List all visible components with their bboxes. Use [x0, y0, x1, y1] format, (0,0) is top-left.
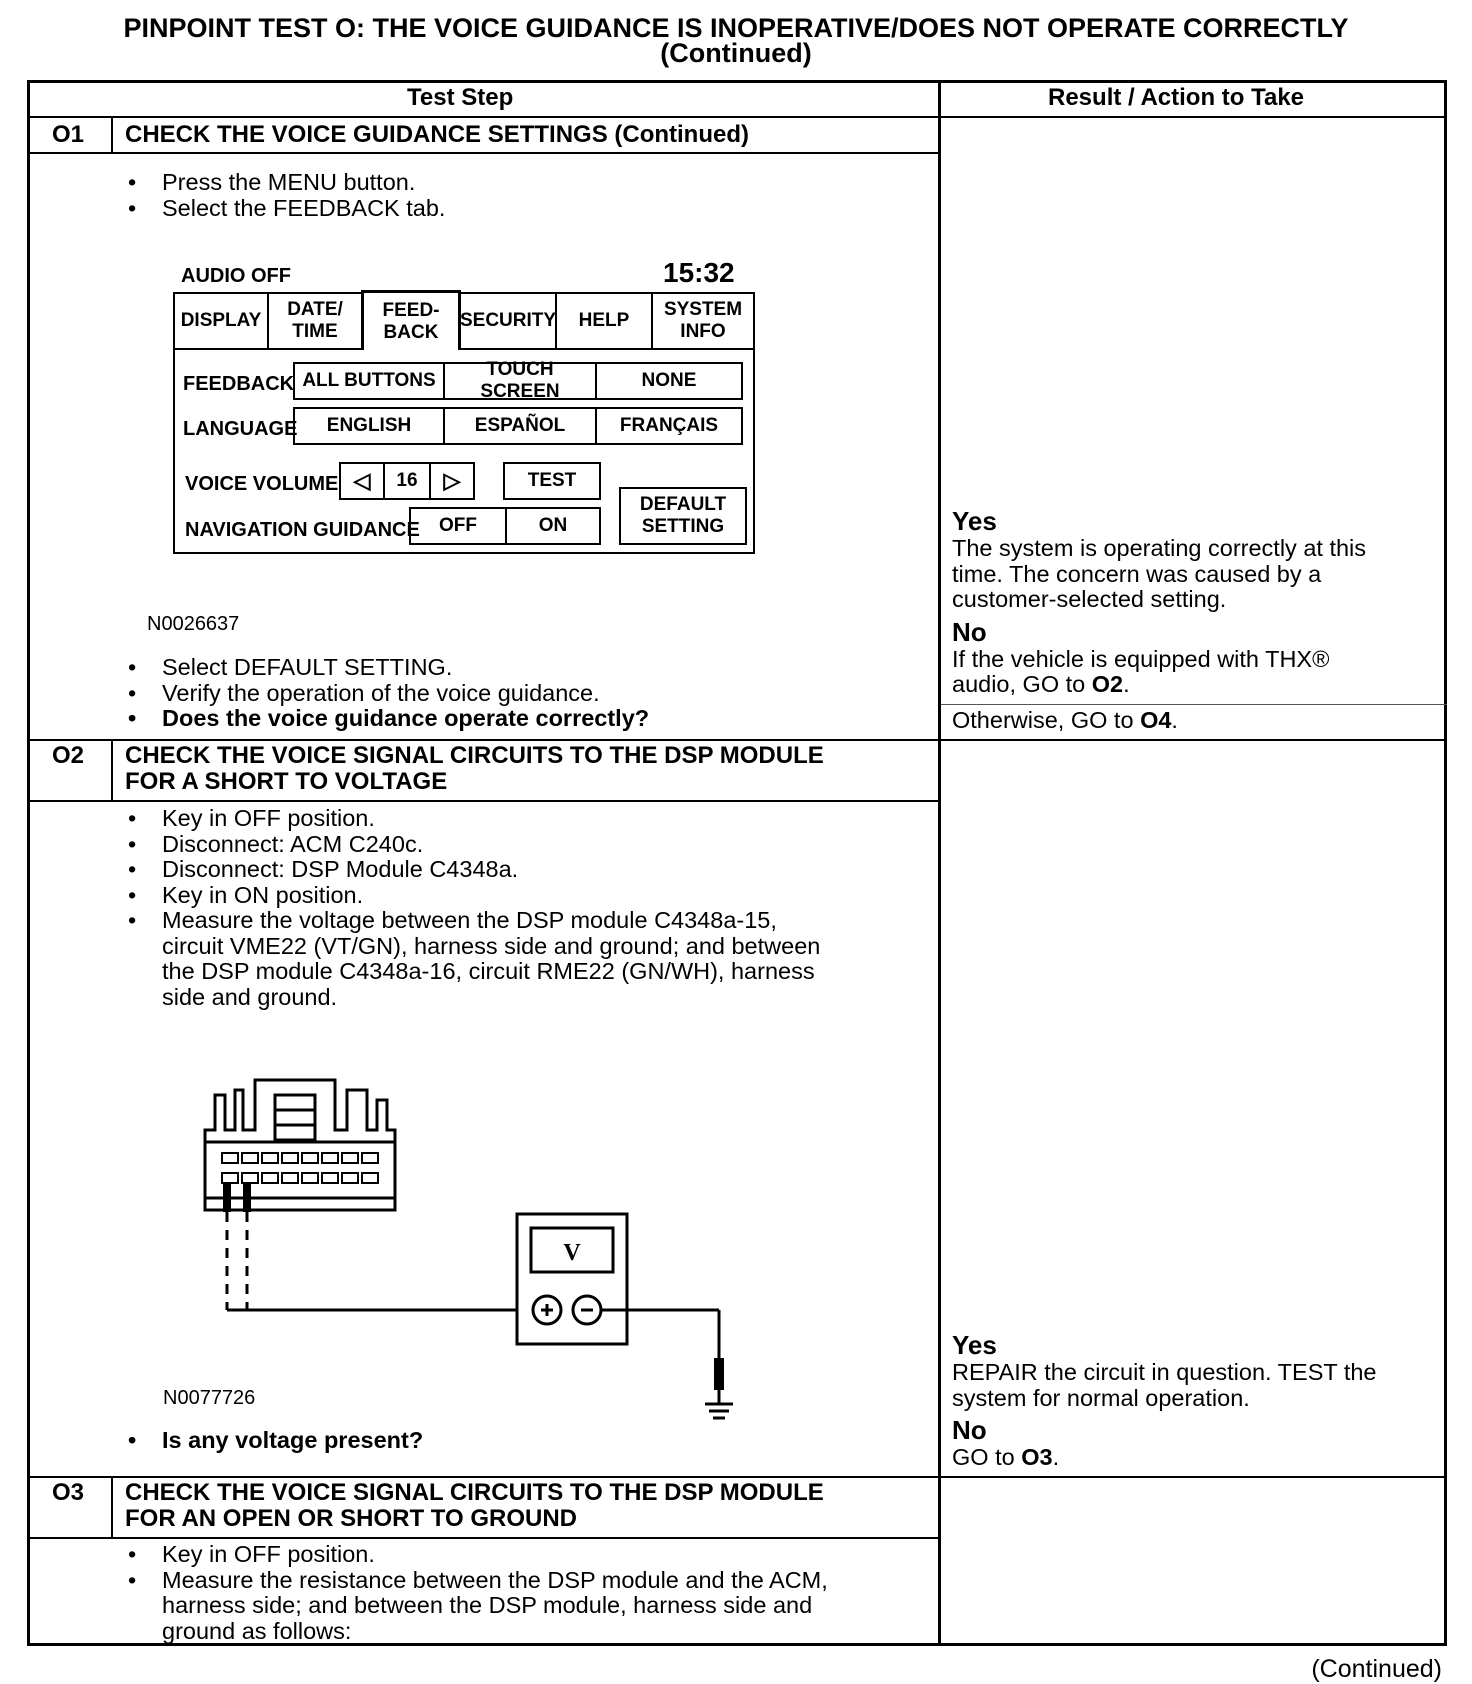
- list-item: • Measure the resistance between the DSP module and the ACM, harness side; and between the DSP module, harness side and ground as follows:: [124, 1568, 828, 1645]
- audio-status: AUDIO OFF: [181, 265, 291, 287]
- voltmeter: [517, 1214, 627, 1344]
- list-item: • Key in OFF position.: [124, 806, 820, 832]
- volume-value: 16: [383, 462, 431, 500]
- o1-yes-label: Yes: [952, 506, 997, 536]
- francais-option: FRANÇAIS: [595, 407, 743, 445]
- list-item: • Does the voice guidance operate correctly?: [124, 706, 649, 732]
- o2-goto-o3: O3: [1021, 1444, 1053, 1470]
- o3-instructions: [124, 1542, 828, 1644]
- o1-result: [952, 506, 1366, 698]
- o1-no-line: audio, GO to O2.: [952, 671, 1130, 697]
- o2-yes-line: REPAIR the circuit in question. TEST the: [952, 1359, 1377, 1385]
- tab-display: DISPLAY: [173, 292, 269, 350]
- nav-off-option: OFF: [409, 507, 507, 545]
- o1-yes-line: customer-selected setting.: [952, 586, 1227, 612]
- touch-screen-option: TOUCH SCREEN: [443, 362, 597, 400]
- o1-id-divider: [111, 116, 113, 152]
- o1-yes-line: time. The concern was caused by a: [952, 560, 1322, 587]
- none-option: NONE: [595, 362, 743, 400]
- list-item: • Press the MENU button.: [124, 170, 445, 196]
- header-test-step: Test Step: [407, 84, 514, 111]
- tab-feedback: FEED- BACK: [361, 290, 461, 350]
- clock: 15:32: [663, 257, 735, 288]
- o2-no-label: No: [952, 1415, 987, 1445]
- o1-no-line: If the vehicle is equipped with THX®: [952, 645, 1330, 672]
- o2-result: [952, 1330, 1377, 1471]
- o2-no-line: GO to O3.: [952, 1444, 1060, 1470]
- title-line-2: (Continued): [660, 38, 812, 68]
- all-buttons-option: ALL BUTTONS: [293, 362, 445, 400]
- list-item: • Disconnect: DSP Module C4348a.: [124, 857, 820, 883]
- o1-goto-o4: O4: [1140, 707, 1172, 733]
- o1-result-divider: [941, 704, 1447, 705]
- list-item: • Disconnect: ACM C240c.: [124, 832, 820, 858]
- o1-goto-o2: O2: [1091, 671, 1124, 697]
- o2-question: [124, 1428, 423, 1454]
- voice-volume-label: VOICE VOLUME: [185, 473, 339, 495]
- language-label: LANGUAGE: [183, 418, 298, 440]
- o2-id-divider: [111, 739, 113, 801]
- header-result: Result / Action to Take: [1048, 84, 1305, 111]
- o1-no-label: No: [952, 616, 987, 647]
- o2-heading-rule: [27, 800, 939, 802]
- header-rule: [27, 116, 1447, 118]
- column-divider: [938, 80, 941, 1646]
- list-item: • Select DEFAULT SETTING.: [124, 655, 649, 681]
- o3-step-id: O3: [52, 1479, 85, 1506]
- connector-body: [205, 1080, 395, 1210]
- o2-instructions: [124, 806, 820, 1010]
- english-option: ENGLISH: [293, 407, 445, 445]
- tab-system-info: SYSTEM INFO: [651, 292, 755, 350]
- o2-yes-label: Yes: [952, 1330, 997, 1360]
- o1-heading-rule: [27, 152, 939, 154]
- list-item: • Key in ON position.: [124, 883, 820, 909]
- probe-2: [243, 1182, 251, 1212]
- o2-yes-line: system for normal operation.: [952, 1384, 1250, 1411]
- o2-figure-id: N0077726: [163, 1387, 256, 1409]
- page-title: [0, 13, 1472, 68]
- voltmeter-connector-figure: [195, 1070, 755, 1430]
- espanol-option: ESPAÑOL: [443, 407, 597, 445]
- o1-step-id: O1: [52, 121, 85, 148]
- volume-up-icon: ▷: [429, 462, 475, 500]
- test-button: TEST: [503, 462, 601, 500]
- connector-latch: [275, 1095, 315, 1140]
- list-item: • Key in OFF position.: [124, 1542, 828, 1568]
- list-item: • Measure the voltage between the DSP module C4348a-15, circuit VME22 (VT/GN), harness side and ground; and between the DSP module C4348a-16, circuit RME22 (GN/WH), harness side and ground.: [124, 908, 820, 1010]
- o1-yes-line: The system is operating correctly at this: [952, 535, 1367, 561]
- feedback-label: FEEDBACK: [183, 373, 295, 395]
- o1-instructions-b: [124, 655, 649, 732]
- list-item: • Verify the operation of the voice guidance.: [124, 681, 649, 707]
- o2-heading-line-1: CHECK THE VOICE SIGNAL CIRCUITS TO THE DSP MODULE: [125, 742, 824, 769]
- o3-heading-line-2: FOR AN OPEN OR SHORT TO GROUND: [125, 1505, 578, 1532]
- probe-1: [223, 1182, 231, 1212]
- title-line-1: PINPOINT TEST O: THE VOICE GUIDANCE IS INOPERATIVE/DOES NOT OPERATE CORRECTLY: [123, 13, 1349, 43]
- tab-date-time: DATE/ TIME: [267, 292, 363, 350]
- o3-heading-line-1: CHECK THE VOICE SIGNAL CIRCUITS TO THE DSP MODULE: [125, 1479, 824, 1506]
- list-item: • Is any voltage present?: [124, 1428, 423, 1454]
- list-item: • Select the FEEDBACK tab.: [124, 196, 445, 222]
- row-divider-o2-o3: [27, 1476, 1447, 1478]
- feedback-screen-figure: [173, 257, 759, 557]
- tab-security: SECURITY: [459, 292, 557, 350]
- tab-help: HELP: [555, 292, 653, 350]
- row-divider-o1-o2: [27, 739, 1447, 741]
- navigation-guidance-label: NAVIGATION GUIDANCE: [185, 519, 420, 541]
- o1-otherwise: Otherwise, GO to O4.: [952, 707, 1178, 733]
- nav-on-option: ON: [505, 507, 601, 545]
- default-setting-button: DEFAULT SETTING: [619, 487, 747, 545]
- o1-heading: CHECK THE VOICE GUIDANCE SETTINGS (Continued): [125, 121, 749, 148]
- o1-instructions-a: [124, 170, 445, 221]
- continued-footer: (Continued): [1311, 1655, 1442, 1683]
- o2-heading-line-2: FOR A SHORT TO VOLTAGE: [125, 768, 448, 795]
- volume-down-icon: ◁: [339, 462, 385, 500]
- o3-heading-rule: [27, 1537, 939, 1539]
- o2-step-id: O2: [52, 742, 85, 769]
- o3-id-divider: [111, 1476, 113, 1538]
- meter-label: V: [563, 1240, 581, 1266]
- o1-figure-id: N0026637: [147, 613, 240, 635]
- ground-probe: [714, 1358, 724, 1390]
